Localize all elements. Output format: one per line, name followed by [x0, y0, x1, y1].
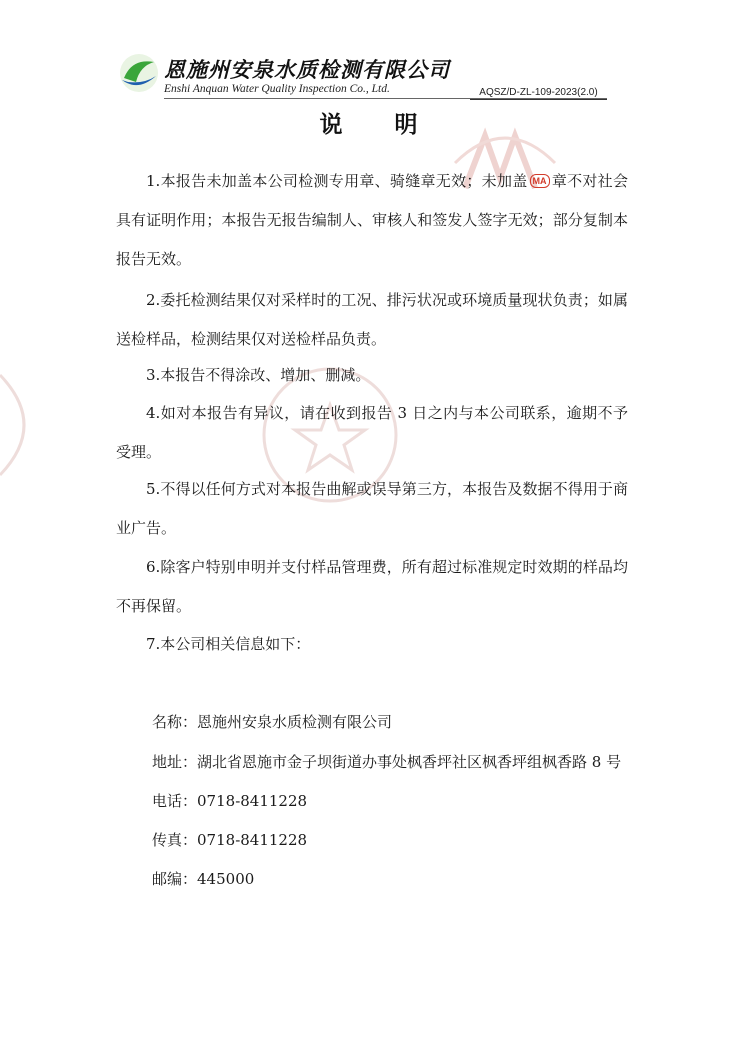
info-postcode-value: 445000 [197, 870, 255, 888]
info-name-value: 恩施州安泉水质检测有限公司 [197, 713, 393, 731]
info-address-label: 地址： [152, 753, 198, 771]
info-row-fax [152, 829, 307, 850]
note-item-2: 2.委托检测结果仅对采样时的工况、排污状况或环境质量现状负责；如属送检样品，检测结果仅对送检样品负责。 [116, 291, 628, 348]
document-code: AQSZ/D-ZL-109-2023(2.0) [470, 87, 607, 100]
note-item-1 [116, 162, 628, 279]
info-row-address [152, 751, 621, 772]
ma-badge-icon: MA [530, 174, 550, 188]
note-item-1-text-b: 章不对社会具有证明作用；本报告无报告编制人、审核人和签发人签字无效；部分复制本报告无效。 [116, 172, 628, 268]
info-address-value: 湖北省恩施市金子坝街道办事处枫香坪社区枫香坪组枫香路 8 号 [197, 753, 622, 771]
company-name-en: Enshi Anquan Water Quality Inspection Co., Ltd. [164, 83, 390, 95]
note-item-5: 5.不得以任何方式对本报告曲解或误导第三方，本报告及数据不得用于商业广告。 [116, 480, 628, 537]
info-phone-value: 0718-8411228 [197, 792, 308, 810]
company-name-cn: 恩施州安泉水质检测有限公司 [164, 57, 450, 82]
edge-seal-watermark-icon [0, 370, 50, 480]
header-divider [164, 98, 607, 99]
note-item-4: 4.如对本报告有异议，请在收到报告 3 日之内与本公司联系，逾期不予受理。 [116, 404, 628, 461]
info-row-name [152, 711, 392, 732]
anquan-logo-icon [118, 52, 160, 94]
info-row-phone [152, 790, 307, 811]
note-item-3: 3.本报告不得涂改、增加、删减。 [146, 366, 371, 384]
info-postcode-label: 邮编： [152, 870, 198, 888]
note-item-6: 6.除客户特别申明并支付样品管理费，所有超过标准规定时效期的样品均不再保留。 [116, 558, 628, 615]
page-title: 说 明 [319, 111, 440, 138]
info-row-postcode [152, 868, 254, 889]
info-phone-label: 电话： [152, 792, 198, 810]
note-item-7: 7.本公司相关信息如下： [146, 635, 311, 653]
note-item-1-text-a: 1.本报告未加盖本公司检测专用章、骑缝章无效；未加盖 [146, 172, 528, 190]
info-fax-value: 0718-8411228 [197, 831, 308, 849]
info-fax-label: 传真： [152, 831, 198, 849]
info-name-label: 名称： [152, 713, 198, 731]
